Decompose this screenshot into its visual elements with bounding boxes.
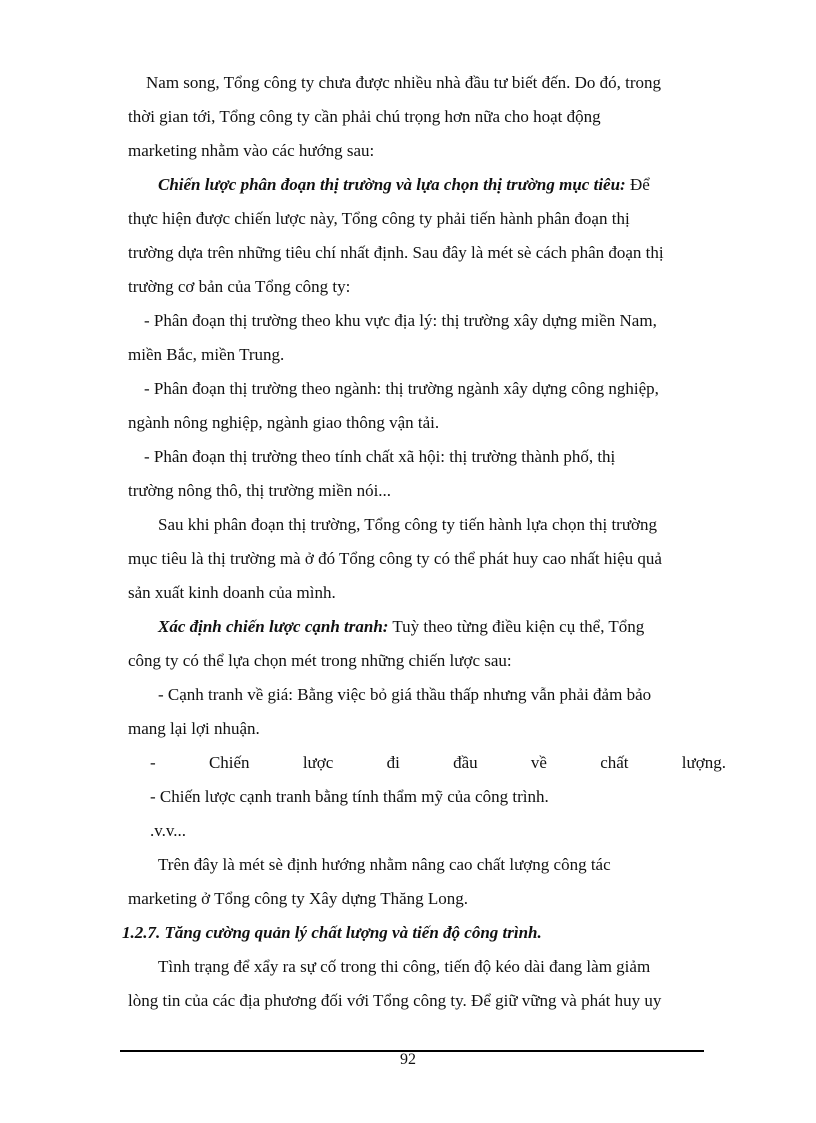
subsection-heading: 1.2.7. Tăng cường quản lý chất lượng và tiến độ công trình. <box>122 923 542 942</box>
paragraph-line: trường cơ bản của Tổng công ty: <box>128 277 351 296</box>
justified-word: đi <box>386 753 400 772</box>
bullet-line: - Phân đoạn thị trường theo ngành: thị trường ngành xây dựng công nghiệp, <box>144 379 659 398</box>
paragraph-line: mục tiêu là thị trường mà ở đó Tổng công ty có thể phát huy cao nhất hiệu quả <box>128 549 662 568</box>
paragraph-line: ngành nông nghiệp, ngành giao thông vận tải. <box>128 413 440 432</box>
section-heading-line <box>128 168 726 202</box>
justified-word: lượng. <box>681 753 726 772</box>
paragraph-line: thực hiện được chiến lược này, Tổng công ty phải tiến hành phân đoạn thị <box>128 209 630 228</box>
paragraph-line: thời gian tới, Tổng công ty cần phải chú trọng hơn nữa cho hoạt động <box>128 107 601 126</box>
heading-continuation: Tuỳ theo từng điều kiện cụ thể, Tổng <box>388 617 645 636</box>
section-heading-segmentation: Chiến lược phân đoạn thị trường và lựa chọn thị trường mục tiêu: <box>158 175 626 194</box>
paragraph-line: miền Bắc, miền Trung. <box>128 345 285 364</box>
paragraph-line: trường nông thô, thị trường miền nói... <box>128 481 392 500</box>
paragraph-line: sản xuất kinh doanh của mình. <box>128 583 336 602</box>
section-heading-competition: Xác định chiến lược cạnh tranh: <box>158 617 389 636</box>
bullet-line-justified <box>128 746 726 780</box>
paragraph-line: mang lại lợi nhuận. <box>128 719 260 738</box>
paragraph-line: Trên đây là mét sè định hướng nhằm nâng cao chất lượng công tác <box>158 855 611 874</box>
paragraph-line: Sau khi phân đoạn thị trường, Tổng công ty tiến hành lựa chọn thị trường <box>158 515 658 534</box>
bullet-line: - Phân đoạn thị trường theo tính chất xã hội: thị trường thành phố, thị <box>144 447 616 466</box>
justified-word: chất <box>600 753 629 772</box>
bullet-line: - Phân đoạn thị trường theo khu vực địa lý: thị trường xây dựng miền Nam, <box>144 311 657 330</box>
paragraph-line: công ty có thể lựa chọn mét trong những chiến lược sau: <box>128 651 512 670</box>
paragraph-line: .v.v... <box>150 821 187 840</box>
section-heading-line <box>128 610 726 644</box>
justified-word: - <box>150 753 156 772</box>
paragraph-line: Tình trạng để xẩy ra sự cố trong thi công, tiến độ kéo dài đang làm giảm <box>158 957 651 976</box>
paragraph-line: marketing ở Tổng công ty Xây dựng Thăng Long. <box>128 889 469 908</box>
paragraph-line: Nam song, Tổng công ty chưa được nhiều nhà đầu tư biết đến. Do đó, trong <box>146 73 662 92</box>
paragraph-line: lòng tin của các địa phương đối với Tổng công ty. Để giữ vững và phát huy uy <box>128 991 662 1010</box>
paragraph-line: marketing nhằm vào các hướng sau: <box>128 141 375 160</box>
paragraph-line: trường dựa trên những tiêu chí nhất định. Sau đây là mét sè cách phân đoạn thị <box>128 243 664 262</box>
justified-word: Chiến <box>208 753 250 772</box>
bullet-line: - Cạnh tranh về giá: Bằng việc bỏ giá thầu thấp nhưng vẫn phải đảm bảo <box>158 685 652 704</box>
justified-word: lược <box>302 753 334 772</box>
justified-word: về <box>530 753 547 772</box>
heading-continuation: Để <box>625 175 650 194</box>
document-page <box>122 66 726 1018</box>
justified-word: đầu <box>453 753 478 772</box>
bullet-line: - Chiến lược cạnh tranh bằng tính thẩm mỹ của công trình. <box>150 787 549 806</box>
page-number: 92 <box>400 1051 416 1068</box>
